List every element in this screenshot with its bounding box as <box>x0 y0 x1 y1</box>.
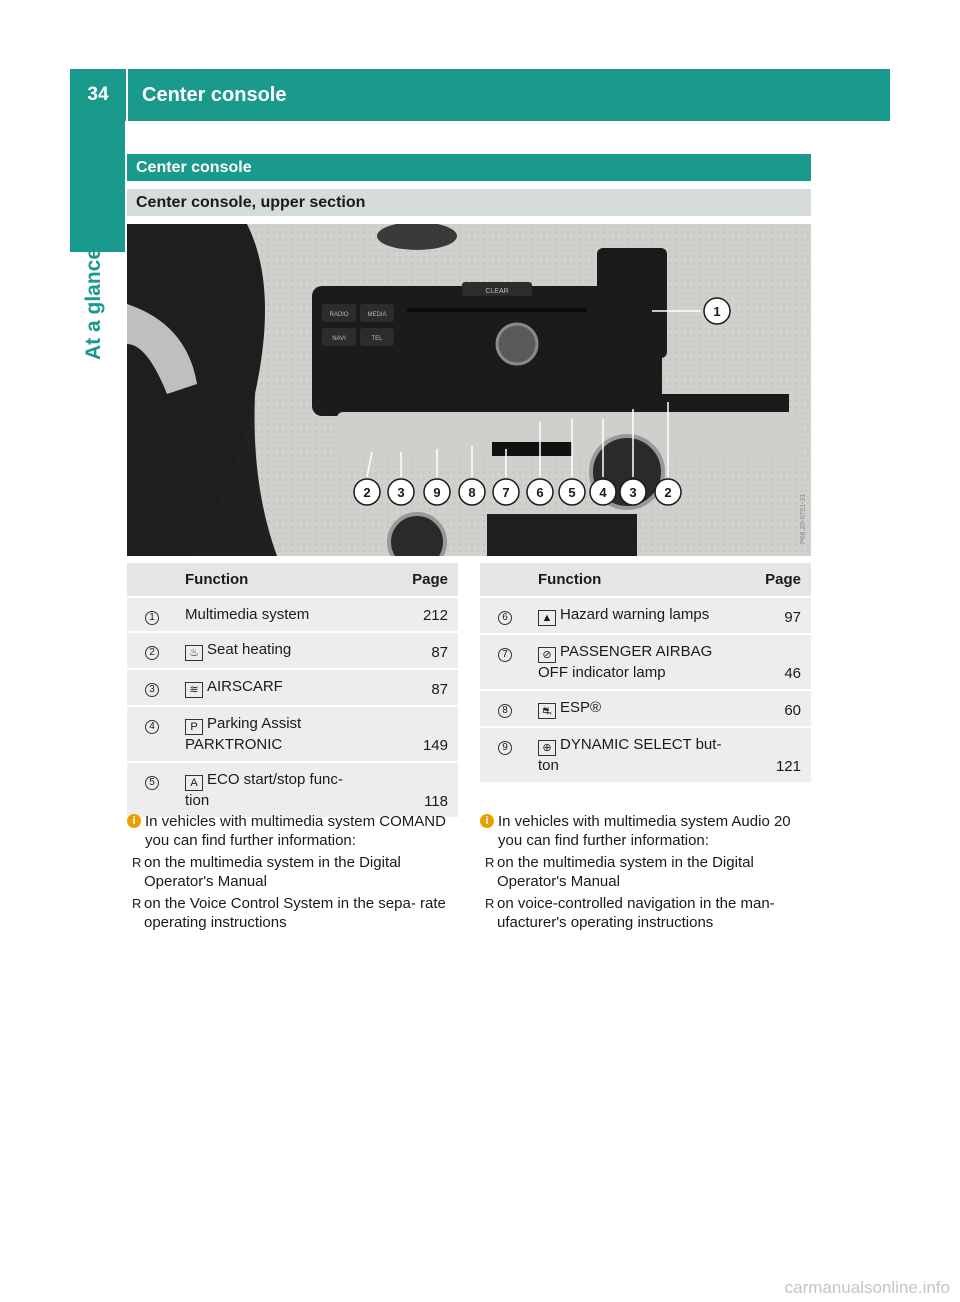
callout-5-text: 5 <box>568 485 576 500</box>
climate-dial-left <box>389 514 445 556</box>
info-text: In vehicles with multimedia system COMAND you can find further information: <box>145 813 446 849</box>
radio-button-label: RADIO <box>329 312 349 318</box>
page-ref: 212 <box>388 597 458 632</box>
header-function: Function <box>530 563 741 597</box>
table-row <box>127 632 458 669</box>
callout-3b-text: 3 <box>629 485 637 500</box>
function-text: ECO start/stop func- <box>207 771 343 788</box>
info-icon: i <box>127 814 141 828</box>
watermark: carmanualsonline.info <box>784 1278 950 1297</box>
eco-start-stop-icon: A <box>185 775 203 791</box>
page-ref: 121 <box>741 727 811 783</box>
table-row <box>127 762 458 818</box>
page-ref: 118 <box>388 762 458 818</box>
dynamic-select-icon: ⊕ <box>538 740 556 756</box>
function-text: DYNAMIC SELECT but- <box>560 736 722 753</box>
subsection-title: Center console, upper section <box>127 189 811 216</box>
page-ref: 60 <box>741 690 811 727</box>
table-row <box>480 727 811 783</box>
table-header-row <box>480 563 811 597</box>
media-button-label: MEDIA <box>367 312 387 318</box>
function-text: PASSENGER AIRBAG <box>560 643 713 660</box>
list-item: R on the multimedia system in the Digital Operator's Manual <box>480 853 815 891</box>
function-text: AIRSCARF <box>207 678 283 695</box>
function-table-right <box>480 563 811 784</box>
navi-button-label: NAVI <box>332 336 346 342</box>
page-ref: 149 <box>388 706 458 762</box>
info-text: In vehicles with multimedia system Audio 20 you can find further information: <box>498 813 791 849</box>
table-row <box>127 597 458 632</box>
callout-6-text: 6 <box>536 485 544 500</box>
callout-2b-text: 2 <box>664 485 672 500</box>
side-tab-block <box>70 121 125 252</box>
callout-8-text: 8 <box>468 485 476 500</box>
row-number: 3 <box>145 683 159 697</box>
page-ref: 97 <box>741 597 811 634</box>
rotary-knob <box>497 324 537 364</box>
cd-slot <box>407 308 587 312</box>
page-ref: 46 <box>741 634 811 690</box>
seat-heating-icon: ♨ <box>185 645 203 661</box>
function-table-left <box>127 563 458 819</box>
list-item: R on the Voice Control System in the sepa- rate operating instructions <box>127 894 452 932</box>
function-text: Multimedia system <box>185 606 310 623</box>
table-header-row <box>127 563 458 597</box>
side-chapter-text: At a glance <box>82 247 105 360</box>
function-text-line2: ton <box>538 757 559 774</box>
table-row <box>127 706 458 762</box>
header-page: Page <box>741 563 811 597</box>
clear-label: CLEAR <box>485 288 509 295</box>
callout-4-text: 4 <box>599 485 607 500</box>
row-number: 8 <box>498 704 512 718</box>
tel-button-label: TEL <box>371 336 383 342</box>
center-console-photo <box>127 224 811 556</box>
parking-assist-icon: P <box>185 719 203 735</box>
airscarf-icon: ≋ <box>185 682 203 698</box>
passenger-airbag-off-icon: ⊘ <box>538 647 556 663</box>
row-number: 2 <box>145 646 159 660</box>
page-ref: 87 <box>388 669 458 706</box>
function-text: Hazard warning lamps <box>560 606 710 623</box>
header-function: Function <box>177 563 388 597</box>
info-bullets <box>480 853 815 932</box>
function-text: ESP® <box>560 699 602 716</box>
page-header <box>70 69 890 121</box>
row-number: 5 <box>145 776 159 790</box>
list-item: R on voice-controlled navigation in the man- ufacturer's operating instructions <box>480 894 815 932</box>
header-title: Center console <box>142 83 287 106</box>
table-row <box>127 669 458 706</box>
function-text: Parking Assist <box>207 715 302 732</box>
table-row <box>480 597 811 634</box>
info-icon: i <box>480 814 494 828</box>
header-num <box>480 563 530 597</box>
header-page: Page <box>388 563 458 597</box>
esp-off-icon: ⛐ <box>538 703 556 719</box>
row-number: 9 <box>498 741 512 755</box>
table-row <box>480 634 811 690</box>
console-illustration <box>127 224 811 556</box>
header-num <box>127 563 177 597</box>
row-number: 1 <box>145 611 159 625</box>
photo-code: P68.20-6751-31 <box>800 493 807 544</box>
function-text-line2: OFF indicator lamp <box>538 664 666 681</box>
function-text-line2: PARKTRONIC <box>185 736 283 753</box>
callout-7-text: 7 <box>502 485 510 500</box>
row-number: 4 <box>145 720 159 734</box>
section-title: Center console <box>127 154 811 181</box>
status-display <box>492 442 572 456</box>
info-note-left <box>127 812 452 935</box>
callout-1-text: 1 <box>713 304 721 319</box>
function-text-line2: tion <box>185 792 210 809</box>
callout-3-text: 3 <box>397 485 405 500</box>
page-ref: 87 <box>388 632 458 669</box>
callout-9-text: 9 <box>433 485 441 500</box>
side-chapter-label <box>82 247 122 370</box>
table-row <box>480 690 811 727</box>
hazard-warning-icon: ▲ <box>538 610 556 626</box>
number-keypad <box>597 248 667 358</box>
row-number: 7 <box>498 648 512 662</box>
info-bullets <box>127 853 452 932</box>
info-note-right <box>480 812 815 935</box>
function-text: Seat heating <box>207 641 292 658</box>
list-item: R on the multimedia system in the Digital Operator's Manual <box>127 853 452 891</box>
callout-2-text: 2 <box>363 485 371 500</box>
row-number: 6 <box>498 611 512 625</box>
page-number: 34 <box>87 84 109 105</box>
